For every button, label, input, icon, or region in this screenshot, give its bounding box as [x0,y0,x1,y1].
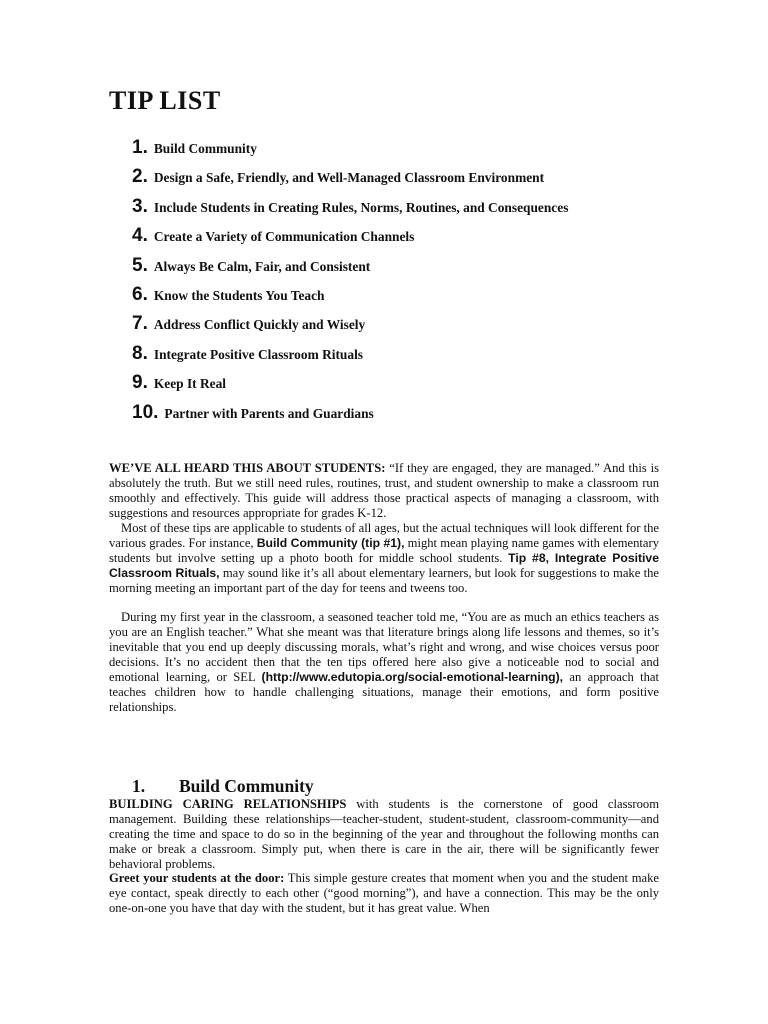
tip-number: 4. [132,225,148,247]
tip-item [132,255,568,284]
tip-number: 8. [132,342,148,364]
tip-item [132,343,568,372]
tip-item [132,225,568,254]
section-paragraph-1 [109,797,659,872]
tip-number: 1. [132,137,148,158]
tip-item [132,137,568,166]
section-text: This simple gesture creates that moment when you and the student make eye contact, speak directly to each other (“good morning”), and have a connection. This may be the only one-on-one you have that day with the student, but it has great value. When [109,871,659,915]
intro-text: an approach that teaches children how to handle challenging situations, manage their emotions, and form positive relationships. [109,670,659,714]
sel-link[interactable]: (http://www.edutopia.org/social-emotional-learning), [261,670,564,684]
tip-item [132,313,568,342]
tip-item [132,372,568,401]
tip-number: 5. [132,254,148,276]
tip-label: Design a Safe, Friendly, and Well-Managed Classroom Environment [153,170,545,186]
section-text: with students is the cornerstone of good classroom management. Building these relationships—teacher-student, student-student, classroom-community—and creating the time and space to do so in the beginning of the year and throughout the following months can make or break a classroom. Simply put, when there is care in the air, there will be significantly fewer behavioral problems. [109,797,659,871]
tip-item [132,402,568,431]
intro-paragraph-1 [109,461,659,521]
tip-label: Keep It Real [153,376,227,392]
tip-label: Always Be Calm, Fair, and Consistent [153,258,371,274]
tip-item [132,166,568,195]
tip-list [132,137,568,431]
intro-text: might mean playing name games with elementary students but involve setting up a photo booth for middle school students. [109,536,659,565]
tip-label: Partner with Parents and Guardians [164,405,374,421]
tip-label: Know the Students You Teach [153,287,325,303]
section-number: 1. [132,776,146,796]
tip-number: 2. [132,166,148,188]
intro-lead: WE’VE ALL HEARD THIS ABOUT STUDENTS: [109,461,386,475]
section-lead: BUILDING CARING RELATIONSHIPS [109,797,347,811]
tip-label: Build Community [153,141,257,156]
tip-number: 7. [132,313,148,335]
page-title: TIP LIST [109,86,221,115]
tip-number: 6. [132,283,148,305]
intro-text: “If they are engaged, they are managed.” And this is absolutely the truth. But we still need rules, routines, trust, and student ownership to make a classroom run smoothly and effectively. This guide will address those practical aspects of managing a classroom, with suggestions and resources appropriate for grades K-12. [109,461,659,520]
tip-label: Integrate Positive Classroom Rituals [153,346,364,362]
tip-label: Include Students in Creating Rules, Norms, Routines, and Consequences [153,199,569,215]
section-lead: Greet your students at the door: [109,871,285,885]
tip-item [132,284,568,313]
intro-text: During my first year in the classroom, a seasoned teacher told me, “You are as much an ethics teachers as you are an English teacher.” What she meant was that literature brings along life lessons and themes, so it’s inevitable that you end up deeply discussing morals, what’s right and wrong, and wise choices versus poor decisions. It’s no accident then that the ten tips offered here also give a noticeable nod to social and emotional learning, or SEL [109,610,659,684]
tip-reference: Tip #8, Integrate Positive Classroom Rituals, [109,551,659,580]
section-paragraph-2 [109,871,659,916]
intro-paragraph-2 [109,521,659,596]
tip-label: Create a Variety of Communication Channels [153,229,415,245]
tip-reference: Build Community (tip #1), [256,536,405,550]
tip-item [132,196,568,225]
tip-number: 3. [132,195,148,217]
intro-text: Most of these tips are applicable to students of all ages, but the actual techniques will look different for the various grades. For instance, [109,521,659,550]
tip-label: Address Conflict Quickly and Wisely [153,317,366,333]
intro-text: may sound like it’s all about elementary learners, but look for suggestions to make the morning meeting an important part of the day for teens and tweens too. [109,566,659,595]
intro-paragraph-3 [109,610,659,715]
tip-number: 10. [132,401,159,423]
section-heading [132,776,314,797]
section-title: Build Community [179,776,314,796]
tip-number: 9. [132,372,148,394]
